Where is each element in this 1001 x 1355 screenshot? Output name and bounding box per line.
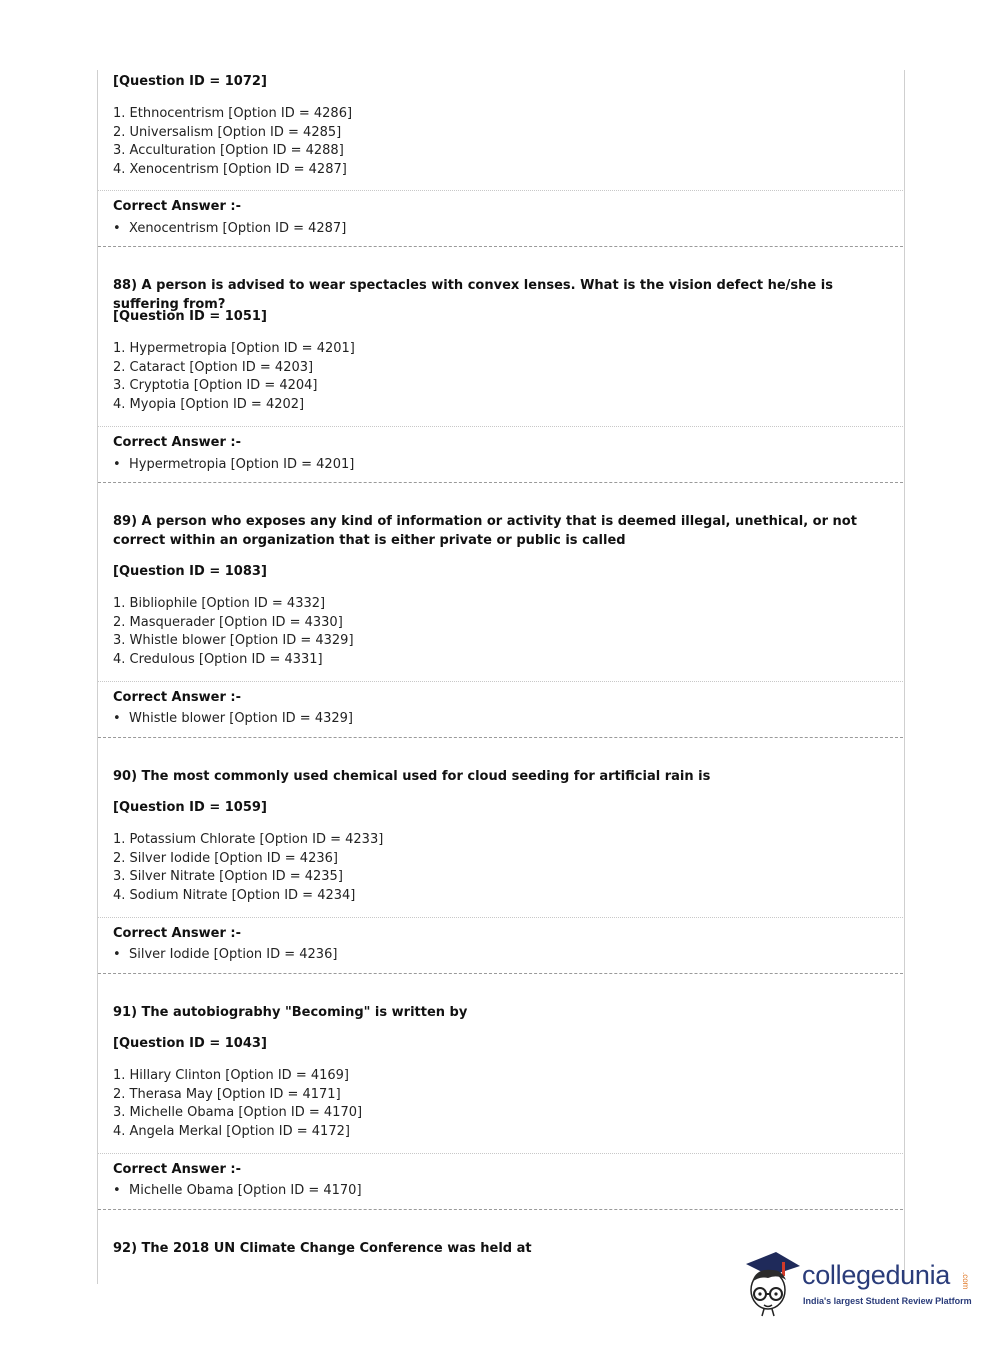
option-item: 4. Xenocentrism [Option ID = 4287]	[113, 161, 347, 177]
correct-answer-text: Xenocentrism [Option ID = 4287]	[129, 221, 347, 236]
correct-answer-label: Correct Answer :-	[113, 690, 241, 705]
question-id: [Question ID = 1083]	[113, 564, 267, 579]
question-separator	[98, 246, 903, 247]
correct-answer-item	[113, 457, 354, 472]
question-text: 92) The 2018 UN Climate Change Conference was held at	[113, 1241, 532, 1256]
mascot-icon	[742, 1248, 802, 1318]
question-id: [Question ID = 1059]	[113, 800, 267, 815]
correct-answer-item	[113, 947, 337, 962]
option-item: 4. Angela Merkal [Option ID = 4172]	[113, 1123, 350, 1139]
option-item: 1. Hillary Clinton [Option ID = 4169]	[113, 1068, 349, 1083]
correct-answer-text: Hypermetropia [Option ID = 4201]	[129, 457, 355, 472]
correct-answer-item	[113, 711, 353, 726]
question-id: [Question ID = 1072]	[113, 74, 267, 89]
question-separator	[98, 1209, 903, 1210]
options-list	[113, 1067, 362, 1141]
divider	[98, 681, 903, 682]
options-list	[113, 340, 355, 414]
bullet-icon: •	[113, 947, 121, 962]
option-item: 1. Hypermetropia [Option ID = 4201]	[113, 341, 355, 356]
option-item: 3. Acculturation [Option ID = 4288]	[113, 143, 344, 158]
correct-answer-label: Correct Answer :-	[113, 435, 241, 450]
option-item: 2. Masquerader [Option ID = 4330]	[113, 614, 343, 630]
option-item: 2. Universalism [Option ID = 4285]	[113, 124, 342, 140]
correct-answer-label: Correct Answer :-	[113, 926, 241, 941]
question-separator	[98, 973, 903, 974]
option-item: 4. Myopia [Option ID = 4202]	[113, 396, 305, 412]
options-list	[113, 105, 352, 179]
option-item: 2. Cataract [Option ID = 4203]	[113, 359, 314, 375]
divider	[98, 190, 903, 191]
correct-answer-text: Whistle blower [Option ID = 4329]	[129, 711, 353, 726]
option-item: 2. Silver Iodide [Option ID = 4236]	[113, 850, 338, 866]
option-item: 1. Bibliophile [Option ID = 4332]	[113, 596, 326, 611]
logo-dotcom: .com	[961, 1272, 970, 1290]
question-id: [Question ID = 1051]	[113, 309, 267, 324]
option-item: 3. Whistle blower [Option ID = 4329]	[113, 633, 354, 648]
question-text: 90) The most commonly used chemical used for cloud seeding for artificial rain is	[113, 769, 711, 784]
question-id: [Question ID = 1043]	[113, 1036, 267, 1051]
correct-answer-label: Correct Answer :-	[113, 1162, 241, 1177]
question-separator	[98, 737, 903, 738]
bullet-icon: •	[113, 1183, 121, 1198]
option-item: 4. Credulous [Option ID = 4331]	[113, 651, 323, 667]
divider	[98, 426, 903, 427]
correct-answer-text: Silver Iodide [Option ID = 4236]	[129, 947, 338, 962]
correct-answer-text: Michelle Obama [Option ID = 4170]	[129, 1183, 362, 1198]
collegedunia-logo[interactable]	[742, 1248, 972, 1318]
correct-answer-item	[113, 221, 346, 236]
option-item: 1. Potassium Chlorate [Option ID = 4233]	[113, 832, 384, 847]
question-separator	[98, 482, 903, 483]
option-item: 3. Silver Nitrate [Option ID = 4235]	[113, 869, 343, 884]
options-list	[113, 831, 383, 905]
question-text: 88) A person is advised to wear spectacles with convex lenses. What is the vision defect he/she is suffering from?	[113, 278, 833, 312]
option-item: 3. Cryptotia [Option ID = 4204]	[113, 378, 318, 393]
question-87-block	[98, 70, 903, 250]
option-item: 2. Therasa May [Option ID = 4171]	[113, 1086, 341, 1102]
option-item: 1. Ethnocentrism [Option ID = 4286]	[113, 106, 353, 121]
correct-answer-label: Correct Answer :-	[113, 199, 241, 214]
bullet-icon: •	[113, 711, 121, 726]
bullet-icon: •	[113, 221, 121, 236]
option-item: 3. Michelle Obama [Option ID = 4170]	[113, 1105, 363, 1120]
question-text: 91) The autobiograbhy "Becoming" is written by	[113, 1005, 468, 1020]
bullet-icon: •	[113, 457, 121, 472]
option-item: 4. Sodium Nitrate [Option ID = 4234]	[113, 887, 356, 903]
divider	[98, 1153, 903, 1154]
logo-tagline: India's largest Student Review Platform	[803, 1296, 972, 1306]
divider	[98, 917, 903, 918]
question-text: 89) A person who exposes any kind of information or activity that is deemed illegal, unethical, or not correct within an organization that is either private or public is called	[113, 514, 857, 548]
logo-wordmark: collegedunia	[802, 1260, 951, 1290]
options-list	[113, 595, 354, 669]
correct-answer-item	[113, 1183, 362, 1198]
